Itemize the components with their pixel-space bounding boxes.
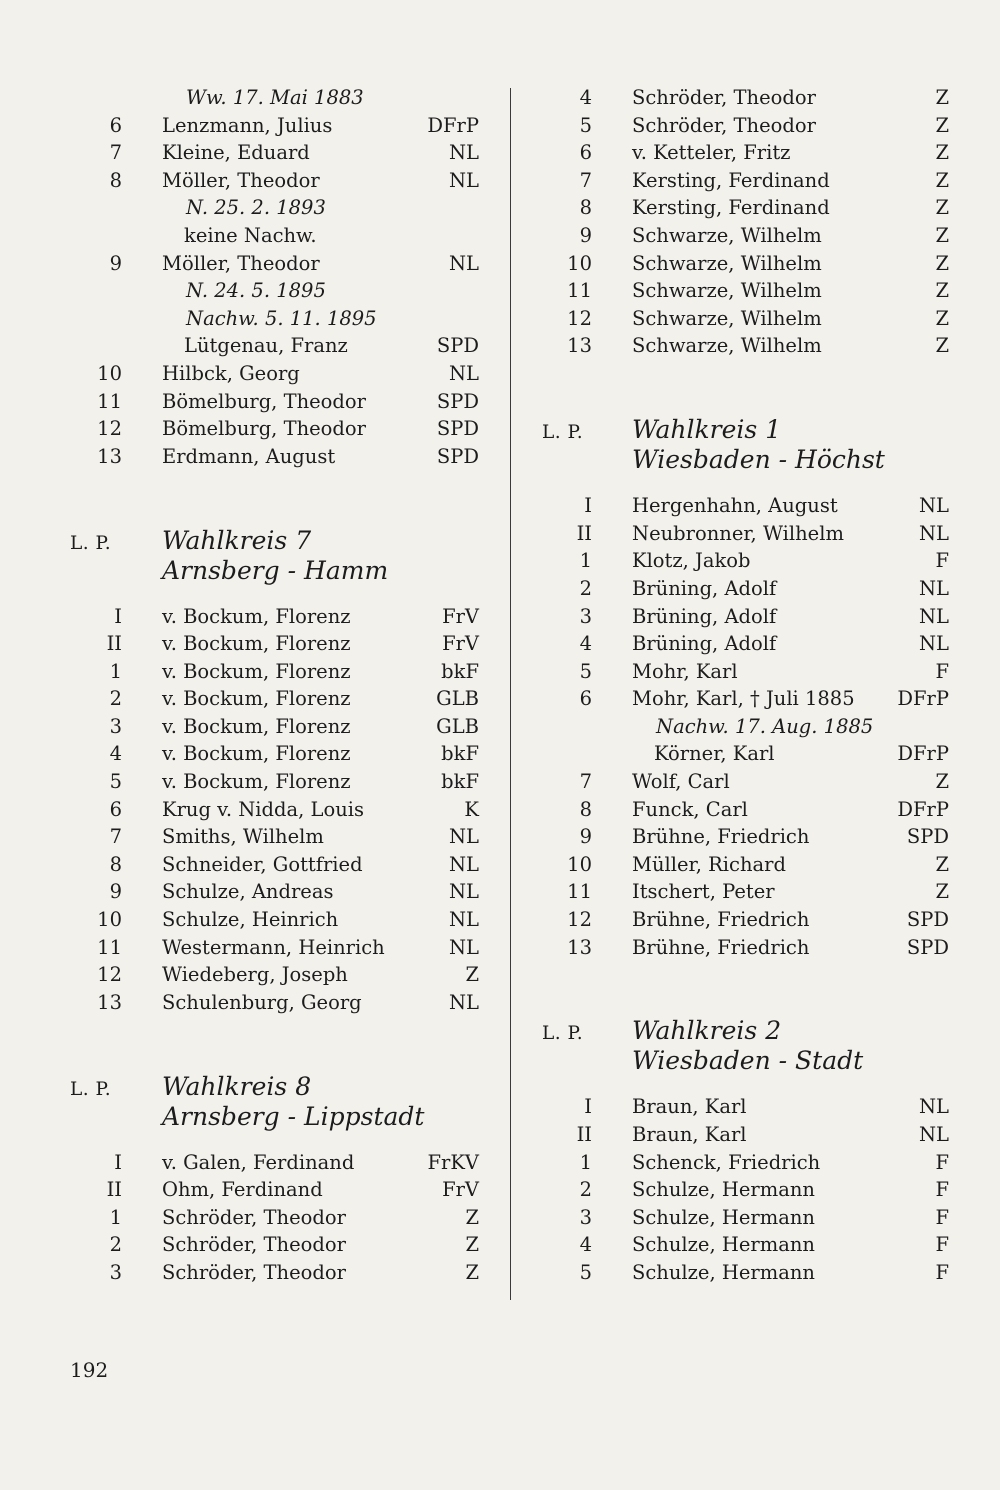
party-label: NL (918, 1095, 949, 1119)
member-name: Möller, Theodor (162, 251, 320, 275)
table-row (60, 934, 485, 962)
member-name: Erdmann, August (162, 444, 336, 468)
table-row (530, 685, 955, 713)
table-row (60, 878, 485, 906)
member-name: Körner, Karl (654, 742, 775, 766)
member-name: Schulze, Hermann (632, 1233, 815, 1257)
table-row (530, 332, 955, 360)
party-label: Z (935, 196, 949, 220)
period-number: 13 (567, 334, 592, 358)
section-header (530, 1016, 955, 1093)
period-number: I (114, 1150, 122, 1174)
party-label: NL (448, 908, 479, 932)
member-name: Klotz, Jakob (632, 549, 751, 573)
table-row (60, 989, 485, 1017)
period-number: 13 (97, 444, 122, 468)
period-number: 6 (579, 141, 592, 165)
member-name: v. Ketteler, Fritz (632, 141, 791, 165)
table-row (60, 768, 485, 796)
period-number: 10 (97, 908, 122, 932)
party-label: NL (448, 990, 479, 1014)
party-label: F (935, 659, 949, 683)
table-row (60, 360, 485, 388)
period-number: 5 (579, 659, 592, 683)
section-title: Wahlkreis 7 (162, 525, 312, 555)
party-label: SPD (436, 444, 479, 468)
party-label: GLB (436, 714, 479, 738)
table-row (530, 520, 955, 548)
party-label: DFrP (897, 742, 949, 766)
lp-label: L. P. (542, 1023, 584, 1045)
period-number: 5 (579, 113, 592, 137)
party-label: NL (448, 361, 479, 385)
member-name: Schwarze, Wilhelm (632, 334, 822, 358)
party-label: DFrP (897, 687, 949, 711)
member-name: Wiedeberg, Joseph (162, 963, 348, 987)
party-label: Z (465, 963, 479, 987)
member-name: v. Bockum, Florenz (162, 659, 351, 683)
period-number: 8 (109, 168, 122, 192)
party-label: SPD (906, 935, 949, 959)
party-label: NL (448, 168, 479, 192)
section-subtitle: Arnsberg - Lippstadt (162, 1101, 425, 1131)
member-name: Westermann, Heinrich (162, 935, 385, 959)
period-number: 2 (109, 1233, 122, 1257)
table-row (60, 277, 485, 305)
member-name: Schröder, Theodor (162, 1233, 346, 1257)
period-number: 3 (109, 1260, 122, 1284)
table-row (530, 305, 955, 333)
table-row (530, 906, 955, 934)
period-number: 7 (109, 141, 122, 165)
member-name: v. Bockum, Florenz (162, 714, 351, 738)
party-label: SPD (906, 825, 949, 849)
member-name: Smiths, Wilhelm (162, 825, 324, 849)
period-number: 2 (109, 687, 122, 711)
party-label: NL (918, 632, 949, 656)
party-label: F (935, 1150, 949, 1174)
period-number: II (576, 1123, 592, 1146)
member-name: Hilbck, Georg (162, 361, 300, 385)
member-name: Schenck, Friedrich (632, 1150, 821, 1174)
member-name: Brüning, Adolf (632, 604, 777, 628)
member-name: Schwarze, Wilhelm (632, 251, 822, 275)
member-name: keine Nachw. (184, 223, 317, 247)
table-row (530, 851, 955, 879)
period-number: 7 (579, 770, 592, 794)
member-name: Möller, Theodor (162, 168, 320, 192)
member-name: Braun, Karl (632, 1123, 747, 1146)
table-row (530, 194, 955, 222)
table-row (530, 740, 955, 768)
table-row (530, 823, 955, 851)
period-number: 4 (579, 632, 592, 656)
period-number: II (106, 1178, 122, 1202)
member-name: Braun, Karl (632, 1095, 747, 1119)
table-row (530, 1259, 955, 1287)
period-number: 13 (567, 935, 592, 959)
note-text: N. 24. 5. 1895 (186, 279, 326, 303)
table-row (60, 388, 485, 416)
note-text: Nachw. 17. Aug. 1885 (656, 714, 874, 738)
party-label: FrKV (427, 1150, 479, 1174)
table-row (60, 713, 485, 741)
table-row (530, 796, 955, 824)
party-label: NL (918, 494, 949, 518)
member-name: Wolf, Carl (632, 770, 730, 794)
section-subtitle: Wiesbaden - Höchst (632, 445, 885, 475)
table-row (60, 415, 485, 443)
party-label: NL (448, 935, 479, 959)
table-row (60, 167, 485, 195)
party-label: F (935, 1260, 949, 1284)
party-label: Z (935, 113, 949, 137)
rows-section7 (60, 603, 485, 1017)
section-header (60, 526, 485, 603)
table-row (60, 222, 485, 250)
period-number: I (584, 1095, 592, 1119)
party-label: NL (448, 251, 479, 275)
table-row (60, 740, 485, 768)
table-row (530, 112, 955, 140)
member-name: Bömelburg, Theodor (162, 389, 366, 413)
section-subtitle: Wiesbaden - Stadt (632, 1046, 864, 1076)
period-number: 12 (97, 417, 122, 441)
rows-section2 (530, 1093, 955, 1286)
table-row (60, 823, 485, 851)
member-name: Schulze, Andreas (162, 880, 334, 904)
member-name: Schulze, Hermann (632, 1205, 815, 1229)
table-row (60, 658, 485, 686)
table-row (60, 84, 485, 112)
period-number: II (106, 632, 122, 656)
member-name: Itschert, Peter (632, 880, 775, 904)
member-name: v. Bockum, Florenz (162, 632, 351, 656)
table-row (530, 492, 955, 520)
member-name: Brüning, Adolf (632, 632, 777, 656)
member-name: Hergenhahn, August (632, 494, 838, 518)
member-name: Mohr, Karl, † Juli 1885 (632, 687, 855, 711)
period-number: 6 (579, 687, 592, 711)
period-number: 4 (579, 86, 592, 109)
party-label: FrV (442, 604, 479, 628)
table-row (530, 1121, 955, 1149)
right-column (530, 84, 955, 1287)
party-label: SPD (436, 417, 479, 441)
party-label: SPD (906, 908, 949, 932)
table-row (60, 630, 485, 658)
member-name: Brühne, Friedrich (632, 825, 810, 849)
table-row (530, 84, 955, 112)
party-label: Z (935, 251, 949, 275)
party-label: DFrP (427, 113, 479, 137)
party-label: Z (935, 86, 949, 109)
member-name: Schwarze, Wilhelm (632, 223, 822, 247)
table-row (530, 1231, 955, 1259)
party-label: Z (935, 223, 949, 247)
member-name: Schulenburg, Georg (162, 990, 362, 1014)
table-row (60, 112, 485, 140)
table-row (60, 1231, 485, 1259)
period-number: 9 (109, 251, 122, 275)
period-number: 12 (97, 963, 122, 987)
section-header (530, 415, 955, 492)
note-text: Ww. 17. Mai 1883 (186, 86, 364, 109)
period-number: I (114, 604, 122, 628)
period-number: 12 (567, 306, 592, 330)
party-label: Z (935, 279, 949, 303)
member-name: Neubronner, Wilhelm (632, 521, 844, 545)
table-row (60, 685, 485, 713)
table-row (530, 1204, 955, 1232)
member-name: Schulze, Hermann (632, 1178, 815, 1202)
period-number: 2 (579, 1178, 592, 1202)
table-row (530, 630, 955, 658)
period-number: 8 (579, 196, 592, 220)
member-name: Brühne, Friedrich (632, 908, 810, 932)
period-number: 10 (97, 361, 122, 385)
member-name: v. Bockum, Florenz (162, 687, 351, 711)
member-name: Schulze, Hermann (632, 1260, 815, 1284)
period-number: 4 (579, 1233, 592, 1257)
period-number: 6 (109, 797, 122, 821)
section-title: Wahlkreis 2 (632, 1016, 782, 1046)
table-row (60, 603, 485, 631)
period-number: 10 (567, 852, 592, 876)
table-row (530, 277, 955, 305)
table-row (530, 713, 955, 741)
member-name: Lenzmann, Julius (162, 113, 333, 137)
period-number: 8 (109, 852, 122, 876)
period-number: 12 (567, 908, 592, 932)
period-number: 11 (97, 389, 122, 413)
period-number: 11 (567, 880, 592, 904)
party-label: Z (465, 1233, 479, 1257)
member-name: Müller, Richard (632, 852, 786, 876)
lp-label: L. P. (542, 422, 584, 444)
party-label: F (935, 549, 949, 573)
party-label: NL (448, 880, 479, 904)
member-name: v. Bockum, Florenz (162, 742, 351, 766)
period-number: 13 (97, 990, 122, 1014)
section-subtitle: Arnsberg - Hamm (162, 555, 389, 585)
period-number: II (576, 521, 592, 545)
table-row (60, 250, 485, 278)
section-title: Wahlkreis 1 (632, 415, 782, 445)
member-name: Mohr, Karl (632, 659, 738, 683)
member-name: Lütgenau, Franz (184, 334, 348, 358)
rows-top-right (530, 84, 955, 360)
member-name: Brüning, Adolf (632, 576, 777, 600)
party-label: DFrP (897, 797, 949, 821)
table-row (60, 1259, 485, 1287)
party-label: FrV (442, 1178, 479, 1202)
table-row (530, 878, 955, 906)
table-row (60, 1176, 485, 1204)
section-title: Wahlkreis 8 (162, 1071, 312, 1101)
party-label: FrV (442, 632, 479, 656)
period-number: 8 (579, 797, 592, 821)
member-name: v. Bockum, Florenz (162, 770, 351, 794)
member-name: Bömelburg, Theodor (162, 417, 366, 441)
table-row (60, 1204, 485, 1232)
table-row (530, 547, 955, 575)
period-number: 4 (109, 742, 122, 766)
note-text: Nachw. 5. 11. 1895 (186, 306, 377, 330)
period-number: 9 (109, 880, 122, 904)
table-row (530, 768, 955, 796)
party-label: F (935, 1205, 949, 1229)
table-row (60, 194, 485, 222)
table-row (60, 961, 485, 989)
member-name: Kleine, Eduard (162, 141, 310, 165)
table-row (530, 139, 955, 167)
party-label: NL (448, 825, 479, 849)
period-number: 3 (579, 604, 592, 628)
period-number: 2 (579, 576, 592, 600)
member-name: v. Bockum, Florenz (162, 604, 351, 628)
period-number: 3 (579, 1205, 592, 1229)
rows-section1 (530, 492, 955, 961)
period-number: 9 (579, 223, 592, 247)
party-label: Z (935, 852, 949, 876)
table-row (530, 222, 955, 250)
table-row (60, 443, 485, 471)
period-number: 6 (109, 113, 122, 137)
party-label: bkF (441, 770, 479, 794)
lp-label: L. P. (70, 532, 112, 554)
table-row (60, 1149, 485, 1177)
period-number: 7 (579, 168, 592, 192)
party-label: Z (935, 141, 949, 165)
period-number: 3 (109, 714, 122, 738)
party-label: Z (935, 880, 949, 904)
member-name: Schröder, Theodor (632, 113, 816, 137)
member-name: Kersting, Ferdinand (632, 196, 830, 220)
period-number: 10 (567, 251, 592, 275)
party-label: Z (935, 770, 949, 794)
member-name: Funck, Carl (632, 797, 748, 821)
party-label: F (935, 1178, 949, 1202)
table-row (530, 658, 955, 686)
party-label: NL (918, 1123, 949, 1146)
table-row (530, 1176, 955, 1204)
member-name: Schulze, Heinrich (162, 908, 339, 932)
page-number: 192 (70, 1358, 109, 1382)
left-column (60, 84, 485, 1287)
member-name: v. Galen, Ferdinand (162, 1150, 355, 1174)
party-label: Z (935, 168, 949, 192)
party-label: NL (918, 521, 949, 545)
party-label: bkF (441, 742, 479, 766)
table-row (530, 1149, 955, 1177)
column-divider (510, 88, 511, 1300)
member-name: Brühne, Friedrich (632, 935, 810, 959)
note-text: N. 25. 2. 1893 (186, 196, 326, 220)
table-row (530, 1093, 955, 1121)
table-row (60, 332, 485, 360)
period-number: 1 (109, 1205, 122, 1229)
period-number: 1 (109, 659, 122, 683)
lp-label: L. P. (70, 1078, 112, 1100)
party-label: Z (935, 306, 949, 330)
party-label: SPD (436, 334, 479, 358)
period-number: 5 (109, 770, 122, 794)
period-number: 1 (579, 1150, 592, 1174)
party-label: NL (448, 852, 479, 876)
table-row (60, 139, 485, 167)
table-row (530, 575, 955, 603)
member-name: Schwarze, Wilhelm (632, 306, 822, 330)
member-name: Krug v. Nidda, Louis (162, 797, 365, 821)
period-number: 7 (109, 825, 122, 849)
party-label: NL (918, 576, 949, 600)
table-row (530, 934, 955, 962)
member-name: Schneider, Gottfried (162, 852, 363, 876)
member-name: Schröder, Theodor (632, 86, 816, 109)
party-label: Z (465, 1260, 479, 1284)
table-row (530, 603, 955, 631)
member-name: Schwarze, Wilhelm (632, 279, 822, 303)
rows-top-left (60, 84, 485, 470)
party-label: NL (448, 141, 479, 165)
member-name: Kersting, Ferdinand (632, 168, 830, 192)
table-row (60, 305, 485, 333)
party-label: Z (465, 1205, 479, 1229)
period-number: I (584, 494, 592, 518)
table-row (60, 796, 485, 824)
table-row (60, 851, 485, 879)
table-row (530, 167, 955, 195)
member-name: Schröder, Theodor (162, 1205, 346, 1229)
member-name: Schröder, Theodor (162, 1260, 346, 1284)
table-row (530, 250, 955, 278)
party-label: K (464, 797, 479, 821)
party-label: F (935, 1233, 949, 1257)
section-header (60, 1072, 485, 1149)
table-row (60, 906, 485, 934)
period-number: 5 (579, 1260, 592, 1284)
party-label: Z (935, 334, 949, 358)
period-number: 1 (579, 549, 592, 573)
rows-section8 (60, 1149, 485, 1287)
party-label: SPD (436, 389, 479, 413)
period-number: 11 (567, 279, 592, 303)
period-number: 9 (579, 825, 592, 849)
party-label: GLB (436, 687, 479, 711)
member-name: Ohm, Ferdinand (162, 1178, 323, 1202)
period-number: 11 (97, 935, 122, 959)
party-label: bkF (441, 659, 479, 683)
party-label: NL (918, 604, 949, 628)
